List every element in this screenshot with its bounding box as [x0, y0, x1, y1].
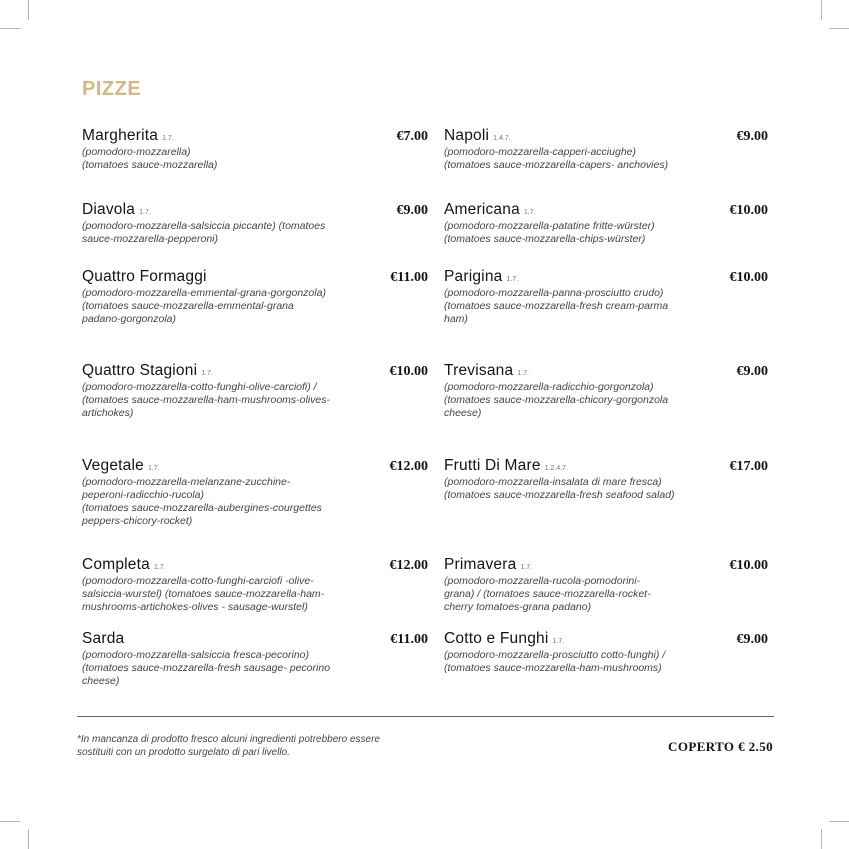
allergen-code: 1.4.7. [493, 135, 511, 142]
item-description: (pomodoro-mozzarella-emmental-grana-gorgonzola) (tomatoes sauce-mozzarella-emmental-grana padano-gorgonzola) [82, 287, 326, 325]
menu-item-completa [82, 556, 428, 614]
item-name: Americana [444, 201, 520, 218]
menu-item-primavera [444, 556, 768, 614]
allergen-code: 1.7. [517, 370, 529, 377]
footer-divider [77, 716, 774, 717]
item-description: (pomodoro-mozzarella) (tomatoes sauce-mozzarella) [82, 146, 218, 171]
item-description: (pomodoro-mozzarella-cotto-funghi-carciofi -olive- salsiccia-wurstel) (tomatoes sauce-mozzarella-ham- mushrooms-artichokes-olives - sausage-wurstel) [82, 575, 325, 613]
menu-item-frutti-di-mare [444, 457, 768, 502]
item-description: (pomodoro-mozzarella-insalata di mare fresca) (tomatoes sauce-mozzarella-fresh seafood salad) [444, 476, 675, 501]
item-name: Margherita [82, 127, 159, 144]
item-name: Completa [82, 556, 150, 573]
item-description: (pomodoro-mozzarella-patatine fritte-würster) (tomatoes sauce-mozzarella-chips-würster) [444, 220, 655, 245]
allergen-code: 1.7. [523, 209, 536, 216]
item-price: €9.00 [396, 203, 428, 218]
menu-item-quattro-stagioni [82, 362, 428, 420]
item-price: €9.00 [736, 129, 768, 144]
item-name: Sarda [82, 630, 125, 647]
item-name: Quattro Stagioni [82, 362, 198, 379]
crop-mark [0, 821, 20, 822]
menu-item-margherita [82, 127, 428, 172]
allergen-code: 1.7. [162, 135, 174, 142]
item-price: €17.00 [729, 459, 768, 474]
crop-mark [821, 829, 822, 849]
item-price: €10.00 [729, 203, 768, 218]
item-price: €11.00 [390, 632, 428, 647]
item-description: (pomodoro-mozzarella-melanzane-zucchine- peperoni-radicchio-rucola) (tomatoes sauce-mozzarella-aubergines-courgettes peppers-chicory-rocket) [82, 476, 322, 527]
menu-item-cotto-e-funghi [444, 630, 768, 675]
allergen-code: 1.7. [147, 465, 160, 472]
item-description: (pomodoro-mozzarella-radicchio-gorgonzola) (tomatoes sauce-mozzarella-chicory-gorgonzola cheese) [444, 381, 669, 419]
item-name: Frutti Di Mare [444, 457, 541, 474]
item-description: (pomodoro-mozzarella-salsiccia fresca-pecorino) (tomatoes sauce-mozzarella-fresh sausage- pecorino cheese) [82, 649, 331, 687]
cover-charge: COPERTO € 2.50 [668, 739, 773, 754]
item-description: (pomodoro-mozzarella-rucola-pomodorini- grana) / (tomatoes sauce-mozzarella-rocket- cherry tomatoes-grana padano) [444, 575, 651, 613]
menu-item-trevisana [444, 362, 768, 420]
crop-mark [28, 0, 29, 20]
item-price: €9.00 [736, 364, 768, 379]
item-name: Parigina [444, 268, 503, 285]
menu-item-diavola [82, 201, 428, 246]
item-price: €9.00 [736, 632, 768, 647]
item-price: €12.00 [389, 459, 428, 474]
crop-mark [0, 28, 20, 29]
crop-mark [821, 0, 822, 20]
item-name: Cotto e Funghi [444, 630, 549, 647]
item-description: (pomodoro-mozzarella-prosciutto cotto-funghi) / (tomatoes sauce-mozzarella-ham-mushrooms) [444, 649, 666, 674]
allergen-code: 1.7. [552, 638, 565, 645]
item-name: Diavola [82, 201, 136, 218]
allergen-code: 1.7. [506, 276, 519, 283]
item-name: Primavera [444, 556, 517, 573]
footer-note: *In mancanza di prodotto fresco alcuni ingredienti potrebbero essere sostituiti con un prodotto surgelato di pari livello. [77, 734, 380, 758]
allergen-code: 1.7. [201, 370, 213, 377]
menu-item-parigina [444, 268, 768, 326]
item-name: Napoli [444, 127, 490, 144]
crop-mark [829, 821, 849, 822]
menu-item-sarda [82, 630, 428, 688]
page-title: PIZZE [82, 78, 142, 100]
crop-mark [829, 28, 849, 29]
allergen-code: 1.2.4.7. [544, 465, 569, 472]
allergen-code: 1.7. [153, 564, 166, 571]
menu-item-napoli [444, 127, 768, 172]
allergen-code: 1.7. [520, 564, 533, 571]
item-price: €7.00 [396, 129, 428, 144]
item-description: (pomodoro-mozzarella-salsiccia piccante) (tomatoes sauce-mozzarella-pepperoni) [82, 220, 326, 245]
crop-mark [28, 829, 29, 849]
item-description: (pomodoro-mozzarella-capperi-acciughe) (tomatoes sauce-mozzarella-capers- anchovies) [444, 146, 669, 171]
item-price: €12.00 [389, 558, 428, 573]
item-description: (pomodoro-mozzarella-panna-prosciutto crudo) (tomatoes sauce-mozzarella-fresh cream-parma ham) [444, 287, 669, 325]
item-description: (pomodoro-mozzarella-cotto-funghi-olive-carciofi) / (tomatoes sauce-mozzarella-ham-mushrooms-olives- artichokes) [82, 381, 330, 419]
item-name: Trevisana [444, 362, 514, 379]
item-price: €10.00 [729, 558, 768, 573]
item-price: €10.00 [729, 270, 768, 285]
item-name: Vegetale [82, 457, 144, 474]
allergen-code: 1.7. [139, 209, 151, 216]
menu-item-vegetale [82, 457, 428, 528]
menu-item-quattro-formaggi [82, 268, 428, 326]
item-name: Quattro Formaggi [82, 268, 207, 285]
item-price: €11.00 [390, 270, 428, 285]
item-price: €10.00 [389, 364, 428, 379]
menu-item-americana [444, 201, 768, 246]
